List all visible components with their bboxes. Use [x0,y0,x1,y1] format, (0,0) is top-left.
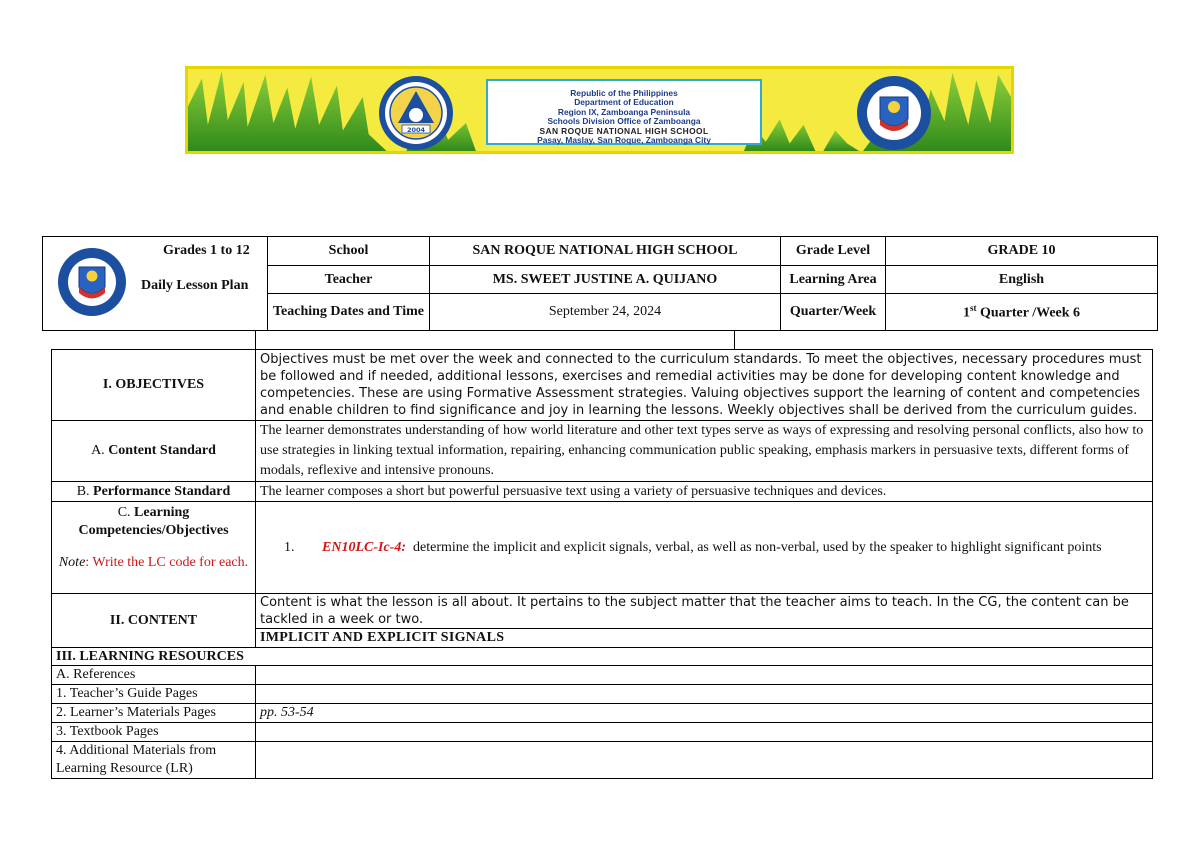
school-header-card [486,79,762,145]
competency-text: determine the implicit and explicit signals, verbal, as well as non-verbal, used by the speaker to highlight significant points [413,539,1102,555]
additional-materials-label [52,742,256,779]
header-line-school: SAN ROQUE NATIONAL HIGH SCHOOL [539,125,709,136]
quarter-week-label: Quarter/Week [781,294,886,331]
additional-materials-value [256,742,1153,779]
competency-number: 1. [284,539,295,555]
content-standard-text: The learner demonstrates understanding of how world literature and other text types serve as ways of expressing and resolving personal conflicts, also how to use strategies in linking textual information, repairing, enhancing communication public speaking, emphasis markers in persuasive texts, different forms of modals, reflexive and intensive pronouns. [256,421,1153,482]
teachers-guide-label: 1. Teacher’s Guide Pages [52,685,256,704]
teaching-dates-value: September 24, 2024 [430,294,781,331]
quarter-number: 1 [962,305,970,321]
content-standard-prefix: A. [91,443,109,458]
additional-materials-line1: 4. Additional Materials from [56,743,217,758]
dlp-header-table [42,236,1158,331]
content-topic: IMPLICIT AND EXPLICIT SIGNALS [256,629,1153,648]
performance-standard-text: The learner composes a short but powerful persuasive text using a variety of persuasive techniques and devices. [256,482,1153,502]
competencies-text-cell [256,502,1153,594]
teacher-label: Teacher [268,266,430,294]
content-standard-label [52,421,256,482]
teacher-value: MS. SWEET JUSTINE A. QUIJANO [430,266,781,294]
references-value [256,666,1153,685]
school-value: SAN ROQUE NATIONAL HIGH SCHOOL [430,237,781,266]
learners-materials-value: pp. 53-54 [256,704,1153,723]
quarter-ordinal: st [969,302,977,313]
quarter-rest: Quarter /Week 6 [976,305,1081,321]
school-label: School [268,237,430,266]
learning-area-label: Learning Area [781,266,886,294]
dlp-main-table [51,349,1153,779]
content-standard-title: Content Standard [108,443,216,458]
resources-label: III. LEARNING RESOURCES [52,648,1153,666]
textbook-value [256,723,1153,742]
grades-label: Grades 1 to 12 [163,243,250,258]
competency-code: EN10LC-Ic-4: [322,539,406,555]
plan-label: Daily Lesson Plan [141,278,249,293]
objectives-text: Objectives must be met over the week and connected to the curriculum standards. To meet the objectives, necessary procedures must be followed and if needed, additional lessons, exercises and remedial activities may be done for developing content knowledge and competencies. These are using Formative Assessment strategies. Valuing objectives support the learning of content and competencies and enable children to find significance and joy in learning the lessons. Weekly objectives shall be derived from the curriculum guides. [256,350,1153,421]
header-line-address: Pasay, Maslay, San Roque, Zamboanga City [537,135,711,146]
lc-note [56,554,251,572]
content-text: Content is what the lesson is all about. It pertains to the subject matter that the teacher aims to teach. In the CG, the content can be tackled in a week or two. [256,594,1153,629]
header-line-division: Schools Division Office of Zamboanga [547,116,701,127]
learners-materials-label: 2. Learner’s Materials Pages [52,704,256,723]
deped-seal-icon [856,75,932,151]
competencies-title: Learning Competencies/Objectives [78,505,229,538]
learning-area-value: English [886,266,1158,294]
header-line-region: Region IX, Zamboanga Peninsula [557,106,691,117]
divider-left [255,330,256,349]
grade-level-value: GRADE 10 [886,237,1158,266]
competencies-prefix: C. [117,505,135,520]
header-banner [185,66,1014,154]
competencies-label-cell [52,502,256,594]
performance-standard-label [52,482,256,502]
additional-materials-line2: Learning Resource (LR) [56,761,193,776]
divider-top [255,330,735,331]
note-text: : Write the LC code for each. [85,555,249,570]
teachers-guide-value [256,685,1153,704]
performance-standard-title: Performance Standard [93,483,231,499]
dlp-brand-cell [43,237,268,331]
references-label: A. References [52,666,256,685]
objectives-label: I. OBJECTIVES [52,350,256,421]
header-line-deped: Department of Education [574,97,674,108]
teaching-dates-label: Teaching Dates and Time [268,294,430,331]
textbook-label: 3. Textbook Pages [52,723,256,742]
competencies-label [56,504,251,540]
svg-text:2004: 2004 [406,126,426,134]
note-label: Note [58,555,86,570]
school-seal-icon [378,75,454,151]
grade-level-label: Grade Level [781,237,886,266]
quarter-week-value [886,294,1158,331]
divider-right [734,330,735,349]
content-label: II. CONTENT [52,594,256,648]
header-line-republic: Republic of the Philippines [570,88,678,98]
performance-standard-prefix: B. [76,483,94,499]
deped-seal-icon [57,247,127,317]
